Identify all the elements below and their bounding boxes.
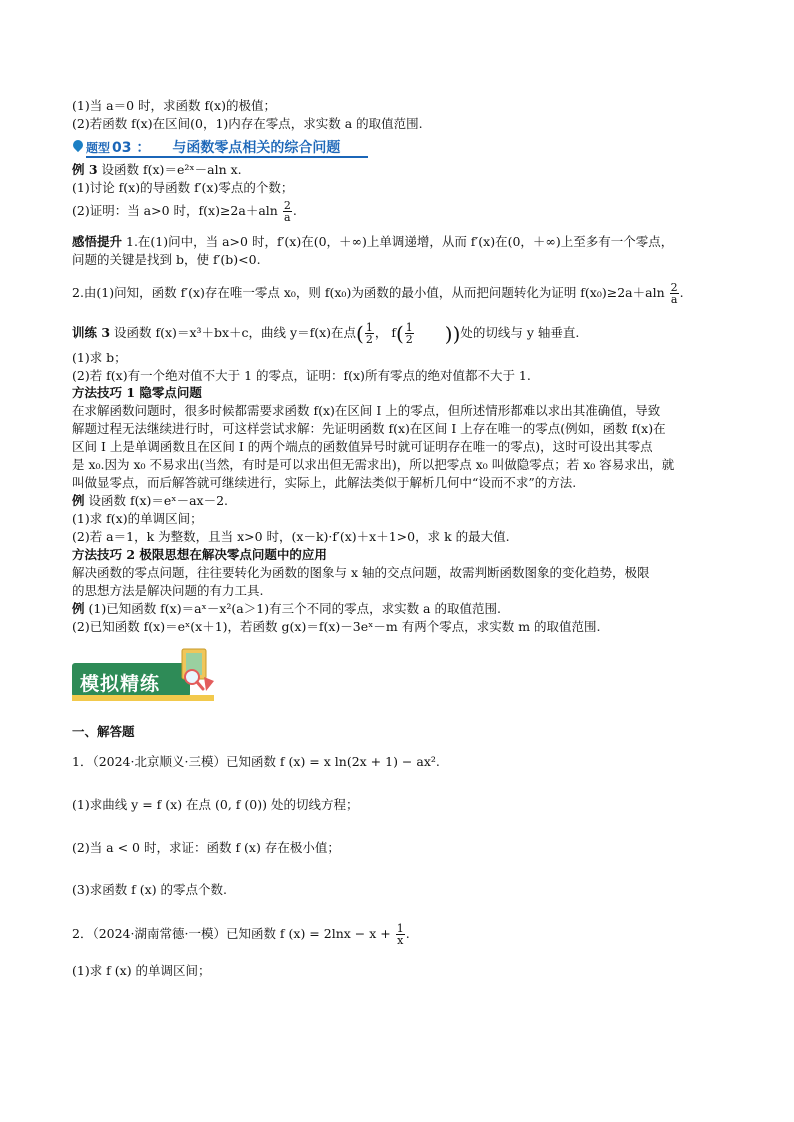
- fraction: [405, 322, 414, 345]
- location-pin-icon: [72, 140, 84, 154]
- banner-title: 模拟精练: [80, 673, 161, 695]
- training-3-part-1: (1)求 b；: [72, 350, 127, 365]
- section-heading: [72, 137, 340, 157]
- section-title: 一、解答题: [72, 724, 135, 739]
- example-3-part-1: (1)讨论 f(x)的导函数 f′(x)零点的个数；: [72, 180, 294, 195]
- method-1-example: [72, 493, 228, 509]
- practice-banner: [72, 647, 214, 703]
- example-label: 例: [72, 601, 85, 616]
- numerator: 2: [283, 199, 291, 212]
- text: (1)已知函数 f(x)＝aˣ－x²(a＞1)有三个不同的零点，求实数 a 的取值范围.: [84, 601, 501, 616]
- method-1-example-part-2: (2)若 a＝1，k 为整数，且当 x>0 时，(x－k)·f′(x)＋x＋1>0，求 k 的最大值.: [72, 529, 510, 544]
- fraction: [396, 923, 405, 946]
- method-2-para: 的思想方法是解决问题的有力工具.: [72, 583, 264, 598]
- denominator: a: [670, 293, 678, 306]
- numerator: 1: [405, 321, 413, 334]
- method-2-example-2: (2)已知函数 f(x)＝eˣ(x＋1)，若函数 g(x)＝f(x)－3eˣ－m 有两个零点，求实数 m 的取值范围.: [72, 619, 601, 634]
- text: 处的切线与 y 轴垂直.: [460, 325, 580, 340]
- insight-line-3: [72, 282, 684, 305]
- book-magnifier-icon: [176, 647, 216, 693]
- text: 1.在(1)问中，当 a>0 时，f′(x)在(0，＋∞)上单调递增，从而 f′(x)在(0，＋∞)上至多有一个零点，: [122, 234, 674, 249]
- numerator: 2: [670, 281, 678, 294]
- text: 2.由(1)问知，函数 f′(x)存在唯一零点 x₀，则 f(x₀)为函数的最小值，从而把问题转化为证明 f(x₀)≥2a＋aln: [72, 285, 665, 300]
- method-1-para: 解题过程无法继续进行时，可这样尝试求解：先证明函数 f(x)在区间 I 上存在唯一的零点(例如，函数 f(x)在: [72, 421, 666, 436]
- training-3: [72, 322, 579, 345]
- text: ， f: [374, 325, 396, 340]
- numerator: 1: [396, 922, 404, 935]
- insight-line-1: [72, 234, 673, 250]
- method-1-example-part-1: (1)求 f(x)的单调区间；: [72, 511, 203, 526]
- paren-open: (: [395, 321, 404, 346]
- denominator: 2: [365, 333, 373, 346]
- example-3: [72, 162, 242, 178]
- example-label: 例 3: [72, 162, 98, 177]
- question-1-intro: 1．（2024·北京顺义·三模）已知函数 f (x) = x ln(2x + 1) − ax².: [72, 754, 440, 769]
- method-1-para: 是 x₀.因为 x₀ 不易求出(当然，有时是可以求出但无需求出)，所以把零点 x₀ 叫做隐零点；若 x₀ 容易求出，就: [72, 457, 675, 472]
- method-1-para: 区间 I 上是单调函数且在区间 I 的两个端点的函数值异号时就可证明存在唯一的零点)，这时可设出其零点: [72, 439, 653, 454]
- paren-close: )): [444, 321, 461, 346]
- question-1-part-3: (3)求函数 f (x) 的零点个数.: [72, 882, 228, 897]
- text: .: [292, 203, 297, 218]
- text: .: [405, 926, 410, 941]
- method-2-para: 解决函数的零点问题，往往要转化为函数的图象与 x 轴的交点问题，故需判断函数图象的变化趋势，极限: [72, 565, 650, 580]
- denominator: a: [284, 211, 291, 224]
- question-2-part-1: (1)求 f (x) 的单调区间；: [72, 963, 211, 978]
- method-1-para: 叫做显零点，而后解答就可继续进行，实际上，此解法类似于解析几何中“设而不求”的方法.: [72, 475, 577, 490]
- training-label: 训练 3: [72, 325, 111, 340]
- text: (2)证明：当 a>0 时，f(x)≥2a＋aln: [72, 203, 278, 218]
- question-1-part-1: (1)求曲线 y = f (x) 在点 (0, f (0)) 处的切线方程；: [72, 797, 359, 812]
- example-3-part-2: [72, 200, 297, 223]
- numerator: 1: [365, 321, 373, 334]
- method-1-title: 方法技巧 1 隐零点问题: [72, 385, 202, 400]
- training-3-part-2: (2)若 f(x)有一个绝对值不大于 1 的零点，证明：f(x)所有零点的绝对值都不大于 1.: [72, 368, 531, 383]
- problem-part-2: (2)若函数 f(x)在区间(0，1)内存在零点，求实数 a 的取值范围.: [72, 116, 423, 131]
- denominator: 2: [405, 333, 413, 346]
- question-2-intro: [72, 923, 410, 946]
- heading-underline: [86, 156, 368, 158]
- heading-number: 03 ：: [112, 140, 151, 156]
- question-1-part-2: (2)当 a < 0 时，求证：函数 f (x) 存在极小值；: [72, 840, 340, 855]
- paren-open: (: [356, 321, 364, 346]
- fraction: [283, 200, 292, 223]
- insight-line-2: 问题的关键是找到 b，使 f′(b)<0.: [72, 252, 261, 267]
- method-2-title: 方法技巧 2 极限思想在解决零点问题中的应用: [72, 547, 327, 562]
- text: 2．（2024·湖南常德·一模）已知函数 f (x) = 2lnx − x +: [72, 926, 391, 941]
- method-1-para: 在求解函数问题时，很多时候都需要求函数 f(x)在区间 I 上的零点，但所述情形都难以求出其准确值，导致: [72, 403, 661, 418]
- problem-part-1: (1)当 a＝0 时，求函数 f(x)的极值；: [72, 98, 276, 113]
- denominator: x: [397, 934, 404, 947]
- insight-label: 感悟提升: [72, 234, 123, 249]
- heading-tag: 题型: [86, 140, 111, 155]
- text: .: [679, 285, 684, 300]
- example-label: 例: [72, 493, 85, 508]
- method-2-example-1: [72, 601, 501, 617]
- fraction: [670, 282, 679, 305]
- fraction: [365, 322, 374, 345]
- example-text: 设函数 f(x)＝e²ˣ－aln x.: [97, 162, 242, 177]
- heading-title: 与函数零点相关的综合问题: [172, 140, 341, 156]
- text: 设函数 f(x)＝eˣ－ax－2.: [84, 493, 229, 508]
- text: 设函数 f(x)＝x³＋bx＋c，曲线 y＝f(x)在点: [110, 325, 357, 340]
